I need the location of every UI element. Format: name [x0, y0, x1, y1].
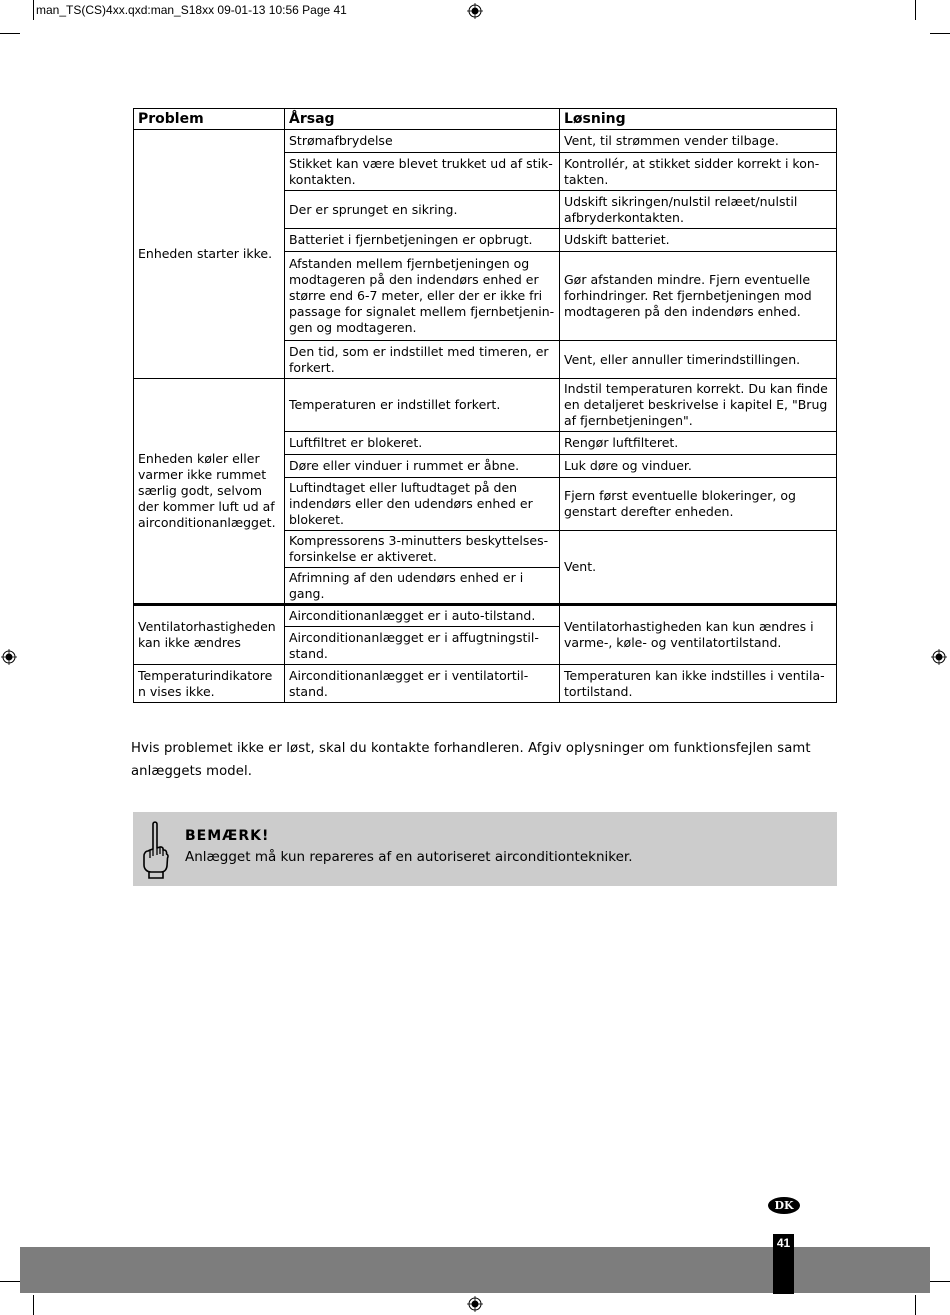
cause-cell: Der er sprunget en sikring. [285, 191, 560, 229]
cause-cell: Kompressorens 3-minutters beskyttelses-forsinkelse er aktiveret. [285, 531, 560, 568]
language-badge: DK [768, 1197, 800, 1214]
table-row [134, 665, 837, 703]
problem-cell: Enheden starter ikke. [134, 130, 285, 379]
registration-mark-icon [467, 1296, 483, 1312]
cause-cell: Strømafbrydelse [285, 130, 560, 153]
note-title: BEMÆRK! [185, 828, 270, 844]
troubleshooting-table [133, 108, 837, 703]
cause-cell: Airconditionanlægget er i ventilatortil-stand. [285, 665, 560, 703]
cause-cell: Afstanden mellem fjernbetjeningen og modtageren på den indendørs enhed er større end 6-7 meter, eller der er ikke fri passage for signalet mellem fjernbetjenin-gen og modtageren. [285, 252, 560, 341]
problem-cell: Temperaturindikatore n vises ikke. [134, 665, 285, 703]
registration-mark-icon [1, 649, 17, 665]
solution-cell: Gør afstanden mindre. Fjern eventuelle forhindringer. Ret fjernbetjeningen mod modtageren på den indendørs enhed. [560, 252, 837, 341]
print-slug: man_TS(CS)4xx.qxd:man_S18xx 09-01-13 10:56 Page 41 [36, 3, 347, 17]
solution-cell: Indstil temperaturen korrekt. Du kan finde en detaljeret beskrivelse i kapitel E, "Brug af fjernbetjeningen". [560, 379, 837, 432]
solution-cell: Temperaturen kan ikke indstilles i ventila-tortilstand. [560, 665, 837, 703]
registration-mark-icon [931, 649, 947, 665]
table-header-row [134, 109, 837, 130]
solution-cell: Rengør luftfilteret. [560, 432, 837, 455]
solution-cell: Vent, eller annuller timerindstillingen. [560, 341, 837, 379]
table-row [134, 130, 837, 153]
note-box [133, 812, 837, 886]
crop-mark [915, 1295, 916, 1315]
table-row [134, 379, 837, 432]
cause-cell: Luftfiltret er blokeret. [285, 432, 560, 455]
cause-cell: Døre eller vinduer i rummet er åbne. [285, 455, 560, 478]
cause-cell: Luftindtaget eller luftudtaget på den indendørs eller den udendørs enhed er blokeret. [285, 478, 560, 531]
table-row [134, 605, 837, 627]
page-number: 41 [773, 1234, 794, 1294]
column-header-problem: Problem [134, 109, 285, 130]
solution-cell: Vent. [560, 531, 837, 605]
solution-cell: Vent, til strømmen vender tilbage. [560, 130, 837, 153]
solution-cell: Fjern først eventuelle blokeringer, og genstart derefter enheden. [560, 478, 837, 531]
crop-mark [930, 1281, 950, 1282]
crop-mark [33, 1295, 34, 1315]
crop-mark [0, 1281, 20, 1282]
problem-cell: Ventilatorhastigheden kan ikke ændres [134, 605, 285, 665]
crop-mark [930, 33, 950, 34]
solution-cell: Kontrollér, at stikket sidder korrekt i kon-takten. [560, 153, 837, 191]
solution-cell: Ventilatorhastigheden kan kun ændres i varme-, køle- og ventilatortilstand. [560, 605, 837, 665]
solution-cell: Luk døre og vinduer. [560, 455, 837, 478]
cause-cell: Airconditionanlægget er i auto-tilstand. [285, 605, 560, 627]
contact-dealer-paragraph: Hvis problemet ikke er løst, skal du kontakte forhandleren. Afgiv oplysninger om funktionsfejlen samt anlæggets model. [131, 741, 811, 779]
registration-mark-icon [467, 3, 483, 19]
column-header-solution: Løsning [560, 109, 837, 130]
crop-mark [33, 0, 34, 20]
solution-cell: Udskift batteriet. [560, 229, 837, 252]
note-text: Anlægget må kun repareres af en autoriseret airconditiontekniker. [185, 849, 633, 865]
column-header-cause: Årsag [285, 109, 560, 130]
cause-cell: Temperaturen er indstillet forkert. [285, 379, 560, 432]
solution-cell: Udskift sikringen/nulstil relæet/nulstil afbryderkontakten. [560, 191, 837, 229]
cause-cell: Batteriet i fjernbetjeningen er opbrugt. [285, 229, 560, 252]
cause-cell: Airconditionanlægget er i affugtningstil-stand. [285, 627, 560, 665]
pointing-hand-icon [139, 820, 171, 880]
cause-cell: Stikket kan være blevet trukket ud af stik-kontakten. [285, 153, 560, 191]
crop-mark [0, 33, 20, 34]
crop-mark [915, 0, 916, 20]
problem-cell: Enheden køler eller varmer ikke rummet særlig godt, selvom der kommer luft ud af airconditionanlægget. [134, 379, 285, 605]
cause-cell: Afrimning af den udendørs enhed er i gang. [285, 568, 560, 605]
cause-cell: Den tid, som er indstillet med timeren, er forkert. [285, 341, 560, 379]
